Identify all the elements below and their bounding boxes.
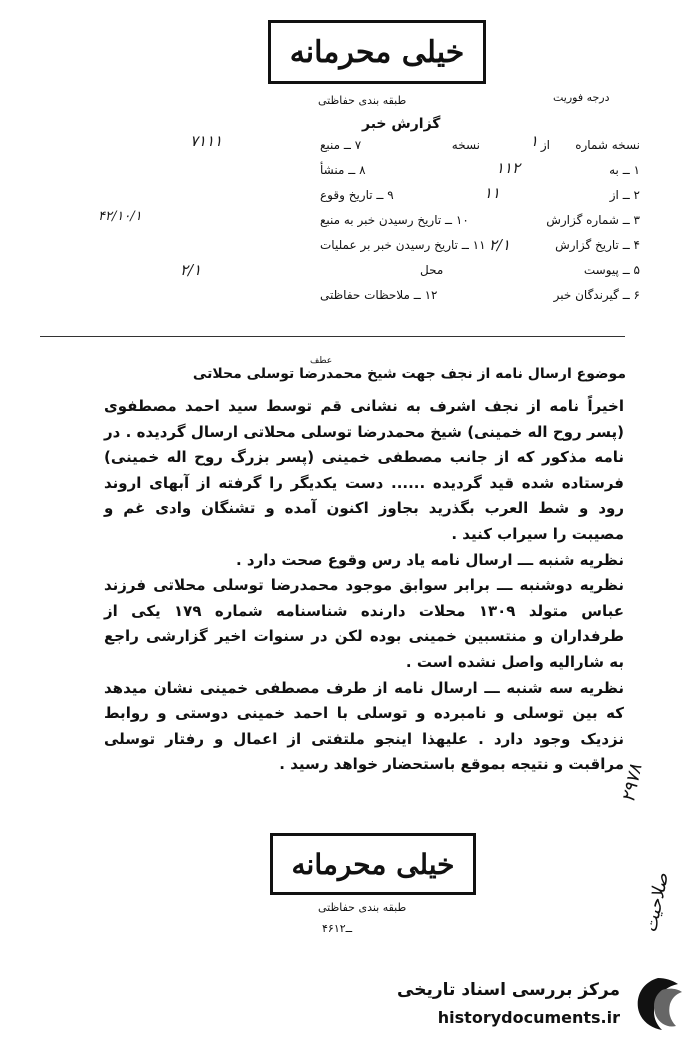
copy-of-label: از — [540, 138, 550, 152]
body-paragraph: نظریه شنبه ـــ ارسال نامه یاد رس وقوع صحت دارد . — [236, 550, 624, 569]
field-label-from: ۲ ــ از — [609, 188, 640, 202]
margin-handwriting: صلاحیت — [640, 871, 674, 935]
body-paragraph: نظریه دوشنبه ـــ برابر سوابق موجود محمدرضا توسلی محلاتی فرزند عباس متولد ۱۳۰۹ محلات دارنده شناسنامه شماره ۱۷۹ یکی از طرفداران و منتسبین خمینی بوده لکن در سنوات اخیر گزارشی راجع به شارالیه واصل نشده است . — [104, 576, 624, 671]
classification-label-bottom: طبقه بندی حفاظتی — [318, 901, 407, 914]
copy-word-label: نسخه — [451, 138, 480, 152]
archive-url: historydocuments.ir — [437, 1008, 620, 1027]
copy-number-label: نسخه شماره — [575, 138, 640, 152]
handwritten-source: ۷۱۱۱ — [190, 132, 223, 150]
field-label-attachment: ۵ ــ پیوست — [583, 263, 640, 277]
classification-label-top: طبقه بندی حفاظتی — [318, 94, 407, 107]
handwritten-ops-date: ۲/۱ — [180, 261, 202, 279]
field-label-source: ۷ ــ منبع — [320, 138, 362, 152]
form-row — [120, 259, 640, 284]
form-row — [120, 234, 640, 259]
archive-name: مرکز بررسی اسناد تاریخی — [397, 980, 620, 1000]
form-row — [120, 184, 640, 209]
report-form — [98, 132, 640, 309]
body-paragraph: اخیراً نامه از نجف اشرف به نشانی قم توسط سید احمد مصطفوی (پسر روح اله خمینی) شیخ محمدرضا توسلی محلاتی ارسال گردیده . در نامه مذکور که از جانب مصطفی خمینی (پسر بزرگ روح اله خمینی) فرستاده شده قید گردیده ...... دست یکدیگر را گرفته از آبهای اروند رود و شط العرب بگذرید بجاوز اکنون آمده و تشنگان وادی غم و مصیبت را سیراب کنید . — [104, 397, 624, 543]
form-row — [120, 159, 640, 184]
report-title: گزارش خبر — [362, 116, 441, 132]
priority-label: درجه فوریت — [553, 91, 610, 104]
classification-stamp-top: خیلی محرمانه — [268, 20, 486, 84]
handwritten-to: ۱۱۲ — [495, 159, 520, 177]
handwritten-from: ۱۱ — [483, 184, 500, 202]
field-label-report-date: ۴ ــ تاریخ گزارش — [555, 238, 640, 252]
classification-stamp-bottom: خیلی محرمانه — [270, 833, 476, 895]
field-label-date-received-ops: ۱۱ ــ تاریخ رسیدن خبر بر عملیات — [320, 238, 486, 252]
archive-emblem-icon — [632, 976, 684, 1032]
field-label-date-received-source: ۱۰ ــ تاریخ رسیدن خبر به منبع — [320, 213, 469, 227]
handwritten-date-received: ۴۲/۱۰/۱ — [98, 209, 142, 224]
divider — [40, 336, 625, 337]
body-paragraph: نظریه سه شنبه ـــ ارسال نامه از طرف مصطفی خمینی نشان میدهد که بین توسلی و نامبرده و توسلی با احمد خمینی دوستی و روابط نزدیک وجود دارد . علیهذا اینجو ملتفتی از اعمال و رفتار توسلی مراقبت و نتیجه بموقع باستحضار خواهد رسید . — [104, 678, 624, 774]
form-row — [120, 134, 640, 159]
field-label-origin: ۸ ــ منشأ — [320, 163, 366, 177]
handwritten-copy: ۱ — [529, 132, 538, 150]
archive-logo — [397, 972, 690, 1038]
field-label-to: ۱ ــ به — [609, 163, 640, 177]
field-label-report-number: ۳ ــ شماره گزارش — [546, 213, 640, 227]
subject-line — [193, 366, 626, 382]
form-row — [120, 284, 640, 309]
field-label-date-occurred: ۹ ــ تاریخ وقوع — [320, 188, 394, 202]
report-body — [104, 394, 624, 778]
field-label-place: محل — [420, 263, 444, 277]
margin-handwriting: ۲۹۷۸ — [618, 762, 647, 805]
subject-label: موضوع — [576, 366, 626, 382]
form-row — [98, 209, 640, 234]
subject-text: ارسال نامه از نجف جهت شیخ محمدرضا توسلی محلاتی — [192, 366, 572, 382]
handwritten-report-date: ۲/۱ — [488, 236, 510, 254]
field-label-recipients: ۶ ــ گیرندگان خبر — [553, 288, 640, 302]
field-label-security-notes: ۱۲ ــ ملاحظات حفاظتی — [320, 288, 438, 302]
subject-insertion: عطف — [310, 356, 333, 366]
document-number: ۴۶ــ۱۲ — [322, 922, 353, 935]
